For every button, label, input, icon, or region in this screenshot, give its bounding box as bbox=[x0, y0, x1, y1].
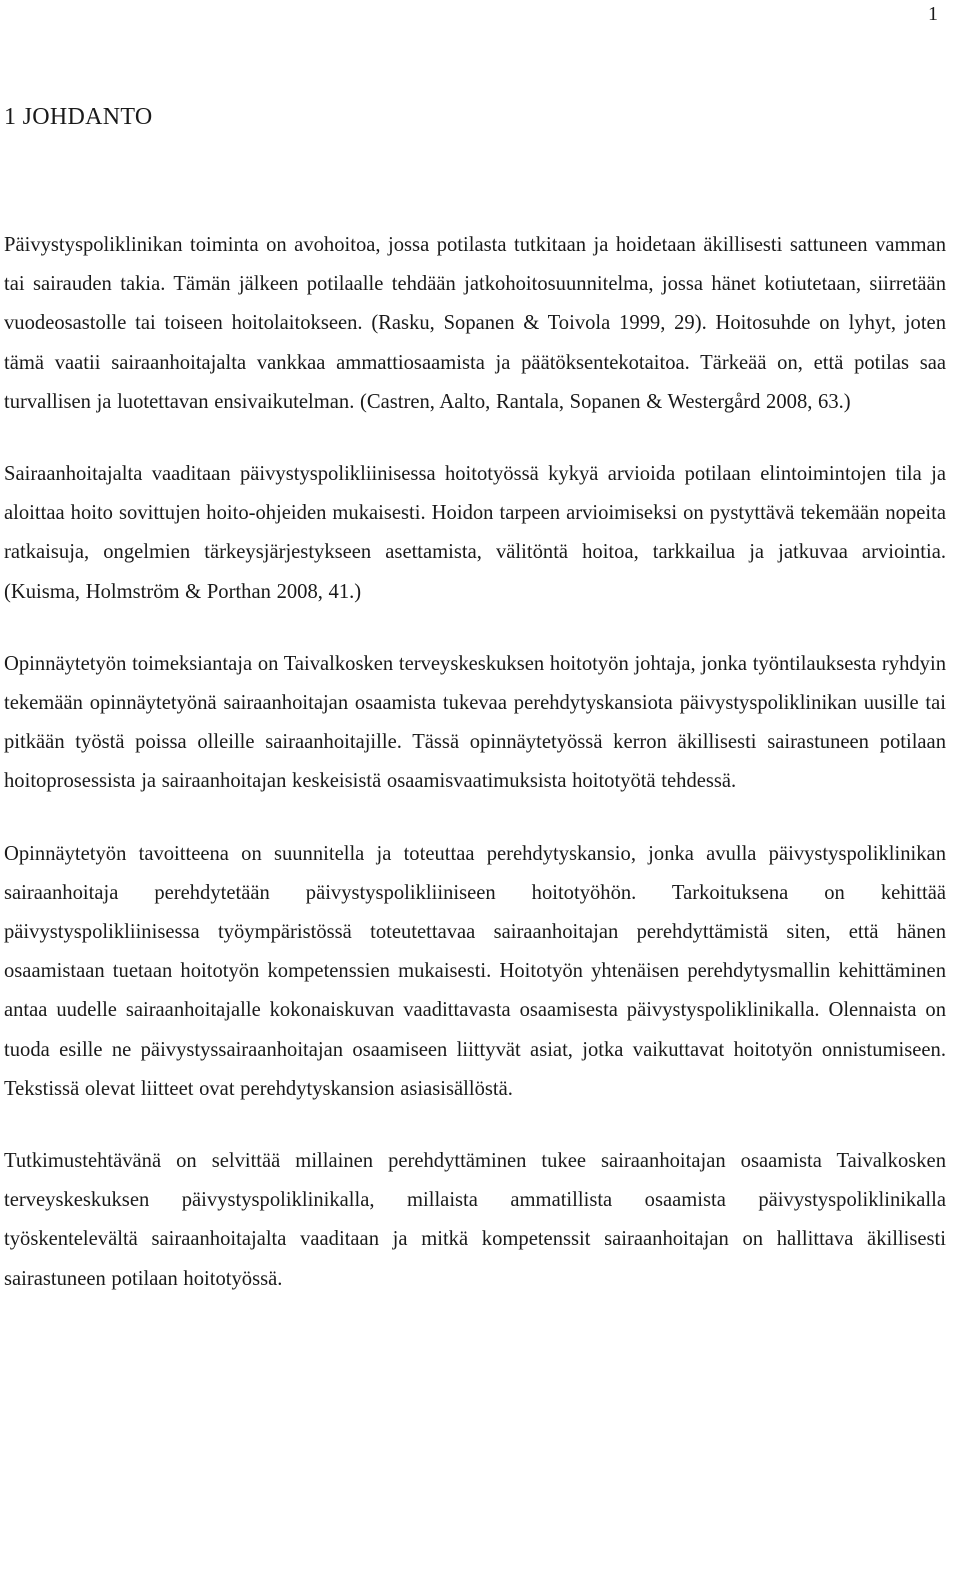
paragraph-commissioner: Opinnäytetyön toimeksiantaja on Taivalkosken terveyskeskuksen hoitotyön johtaja, jonka työntilauksesta ryhdyin tekemään opinnäytetyönä sairaanhoitajan osaamista tukevaa perehdytyskansiota päivystyspoliklinikan uusille tai pitkään työstä poissa olleille sairaanhoitajille. Tässä opinnäytetyössä kerron äkillisesti sairastuneen potilaan hoitoprosessista ja sairaanhoitajan keskeisistä osaamisvaatimuksista hoitotyötä tehdessä. bbox=[4, 652, 946, 793]
body-text bbox=[4, 226, 946, 1332]
paragraph-objective: Opinnäytetyön tavoitteena on suunnitella ja toteuttaa perehdytyskansio, jonka avulla päivystyspoliklinikan sairaanhoitaja perehdytetään päivystyspolikliiniseen hoitotyöhön. Tarkoituksena on kehittää päivystyspolikliinisessa työympäristössä toteutettavaa sairaanhoitajan perehdyttämistä siten, että hänen osaamistaan tuetaan hoitotyön kompetenssien mukaisesti. Hoitotyön yhtenäisen perehdytysmallin kehittäminen antaa uudelle sairaanhoitajalle kokonaiskuvan vaadittavasta osaamisesta päivystyspoliklinikalla. Olennaista on tuoda esille ne päivystyssairaanhoitajan osaamiseen liittyvät asiat, jotka vaikuttavat hoitotyön onnistumiseen. Tekstissä olevat liitteet ovat perehdytyskansion asiasisällöstä. bbox=[4, 842, 946, 1100]
chapter-heading: 1 JOHDANTO bbox=[4, 104, 153, 130]
paragraph-introduction: Päivystyspoliklinikan toiminta on avohoitoa, jossa potilasta tutkitaan ja hoidetaan äkillisesti sattuneen vamman tai sairauden takia. Tämän jälkeen potilaalle tehdään jatkohoitosuunnitelma, jossa hänet kotiutetaan, siirretään vuodeosastolle tai toiseen hoitolaitokseen. (Rasku, Sopanen & Toivola 1999, 29). Hoitosuhde on lyhyt, joten tämä vaatii sairaanhoitajalta vankkaa ammattiosaamista ja päätöksentekotaitoa. Tärkeää on, että potilas saa turvallisen ja luotettavan ensivaikutelman. (Castren, Aalto, Rantala, Sopanen & Westergård 2008, 63.) bbox=[4, 234, 946, 413]
page-number: 1 bbox=[928, 3, 938, 25]
paragraph-nurse-requirements: Sairaanhoitajalta vaaditaan päivystyspolikliinisessa hoitotyössä kykyä arvioida potilaan elintoimintojen tila ja aloittaa hoito sovittujen hoito-ohjeiden mukaisesti. Hoidon tarpeen arvioimiseksi on pystyttävä tekemään nopeita ratkaisuja, ongelmien tärkeysjärjestykseen asettamista, välitöntä hoitoa, tarkkailua ja jatkuvaa arviointia. (Kuisma, Holmström & Porthan 2008, 41.) bbox=[4, 463, 946, 603]
paragraph-research-task: Tutkimustehtävänä on selvittää millainen perehdyttäminen tukee sairaanhoitajan osaamista Taivalkosken terveyskeskuksen päivystyspoliklinikalla, millaista ammatillista osaamista päivystyspoliklinikalla työskentelevältä sairaanhoitajalta vaaditaan ja mitkä kompetenssit sairaanhoitajan on hallittava äkillisesti sairastuneen potilaan hoitotyössä. bbox=[4, 1150, 946, 1290]
